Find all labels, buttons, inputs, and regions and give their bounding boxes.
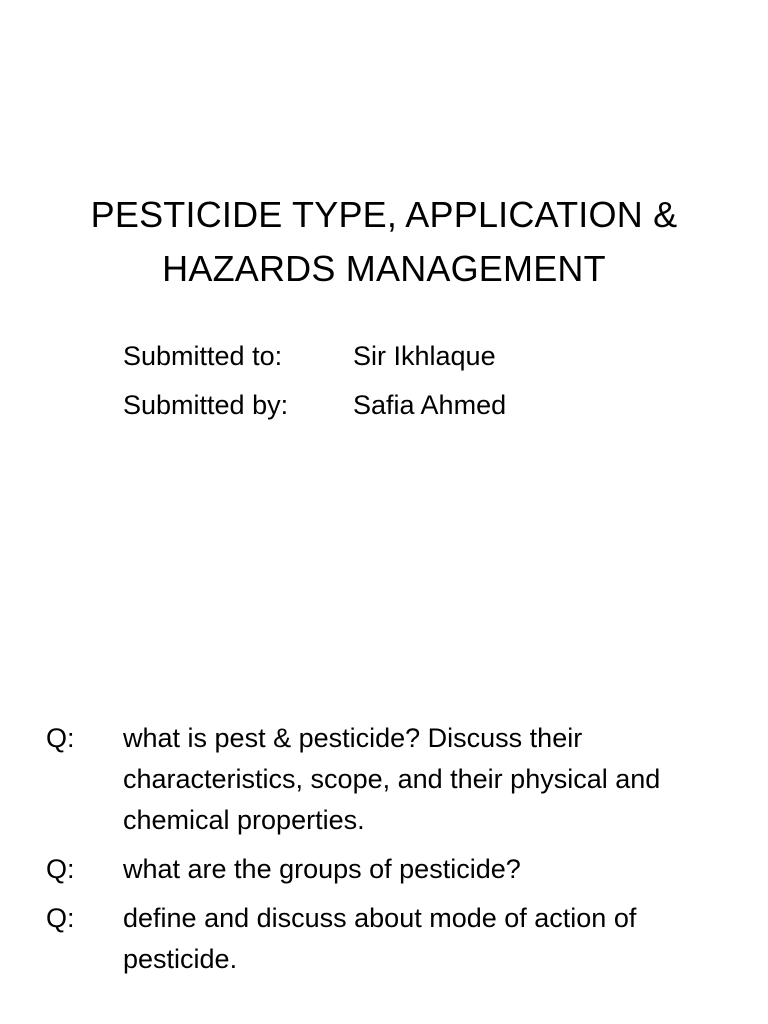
submission-info bbox=[123, 332, 506, 430]
question-marker: Q: bbox=[46, 723, 75, 753]
question-item bbox=[46, 718, 736, 841]
submitted-by-label: Submitted by: bbox=[123, 390, 289, 420]
question-list bbox=[46, 718, 736, 988]
questions-slide bbox=[0, 512, 768, 1024]
submitted-by-value: Safia Ahmed bbox=[353, 390, 507, 420]
question-text: define and discuss about mode of action of pesticide. bbox=[123, 903, 637, 974]
submitted-to-row bbox=[123, 332, 506, 381]
question-item bbox=[46, 898, 736, 980]
slide-title bbox=[0, 188, 768, 296]
question-marker: Q: bbox=[46, 903, 75, 933]
question-marker: Q: bbox=[46, 854, 75, 884]
submitted-to-label: Submitted to: bbox=[123, 341, 283, 371]
submitted-to-value: Sir Ikhlaque bbox=[353, 341, 496, 371]
question-text: what are the groups of pesticide? bbox=[123, 854, 521, 884]
question-item bbox=[46, 849, 736, 890]
title-line-2: HAZARDS MANAGEMENT bbox=[162, 248, 606, 289]
question-text: what is pest & pesticide? Discuss their characteristics, scope, and their physical and chemical properties. bbox=[123, 723, 661, 835]
title-line-1: PESTICIDE TYPE, APPLICATION & bbox=[90, 194, 678, 235]
submitted-by-row bbox=[123, 381, 506, 430]
